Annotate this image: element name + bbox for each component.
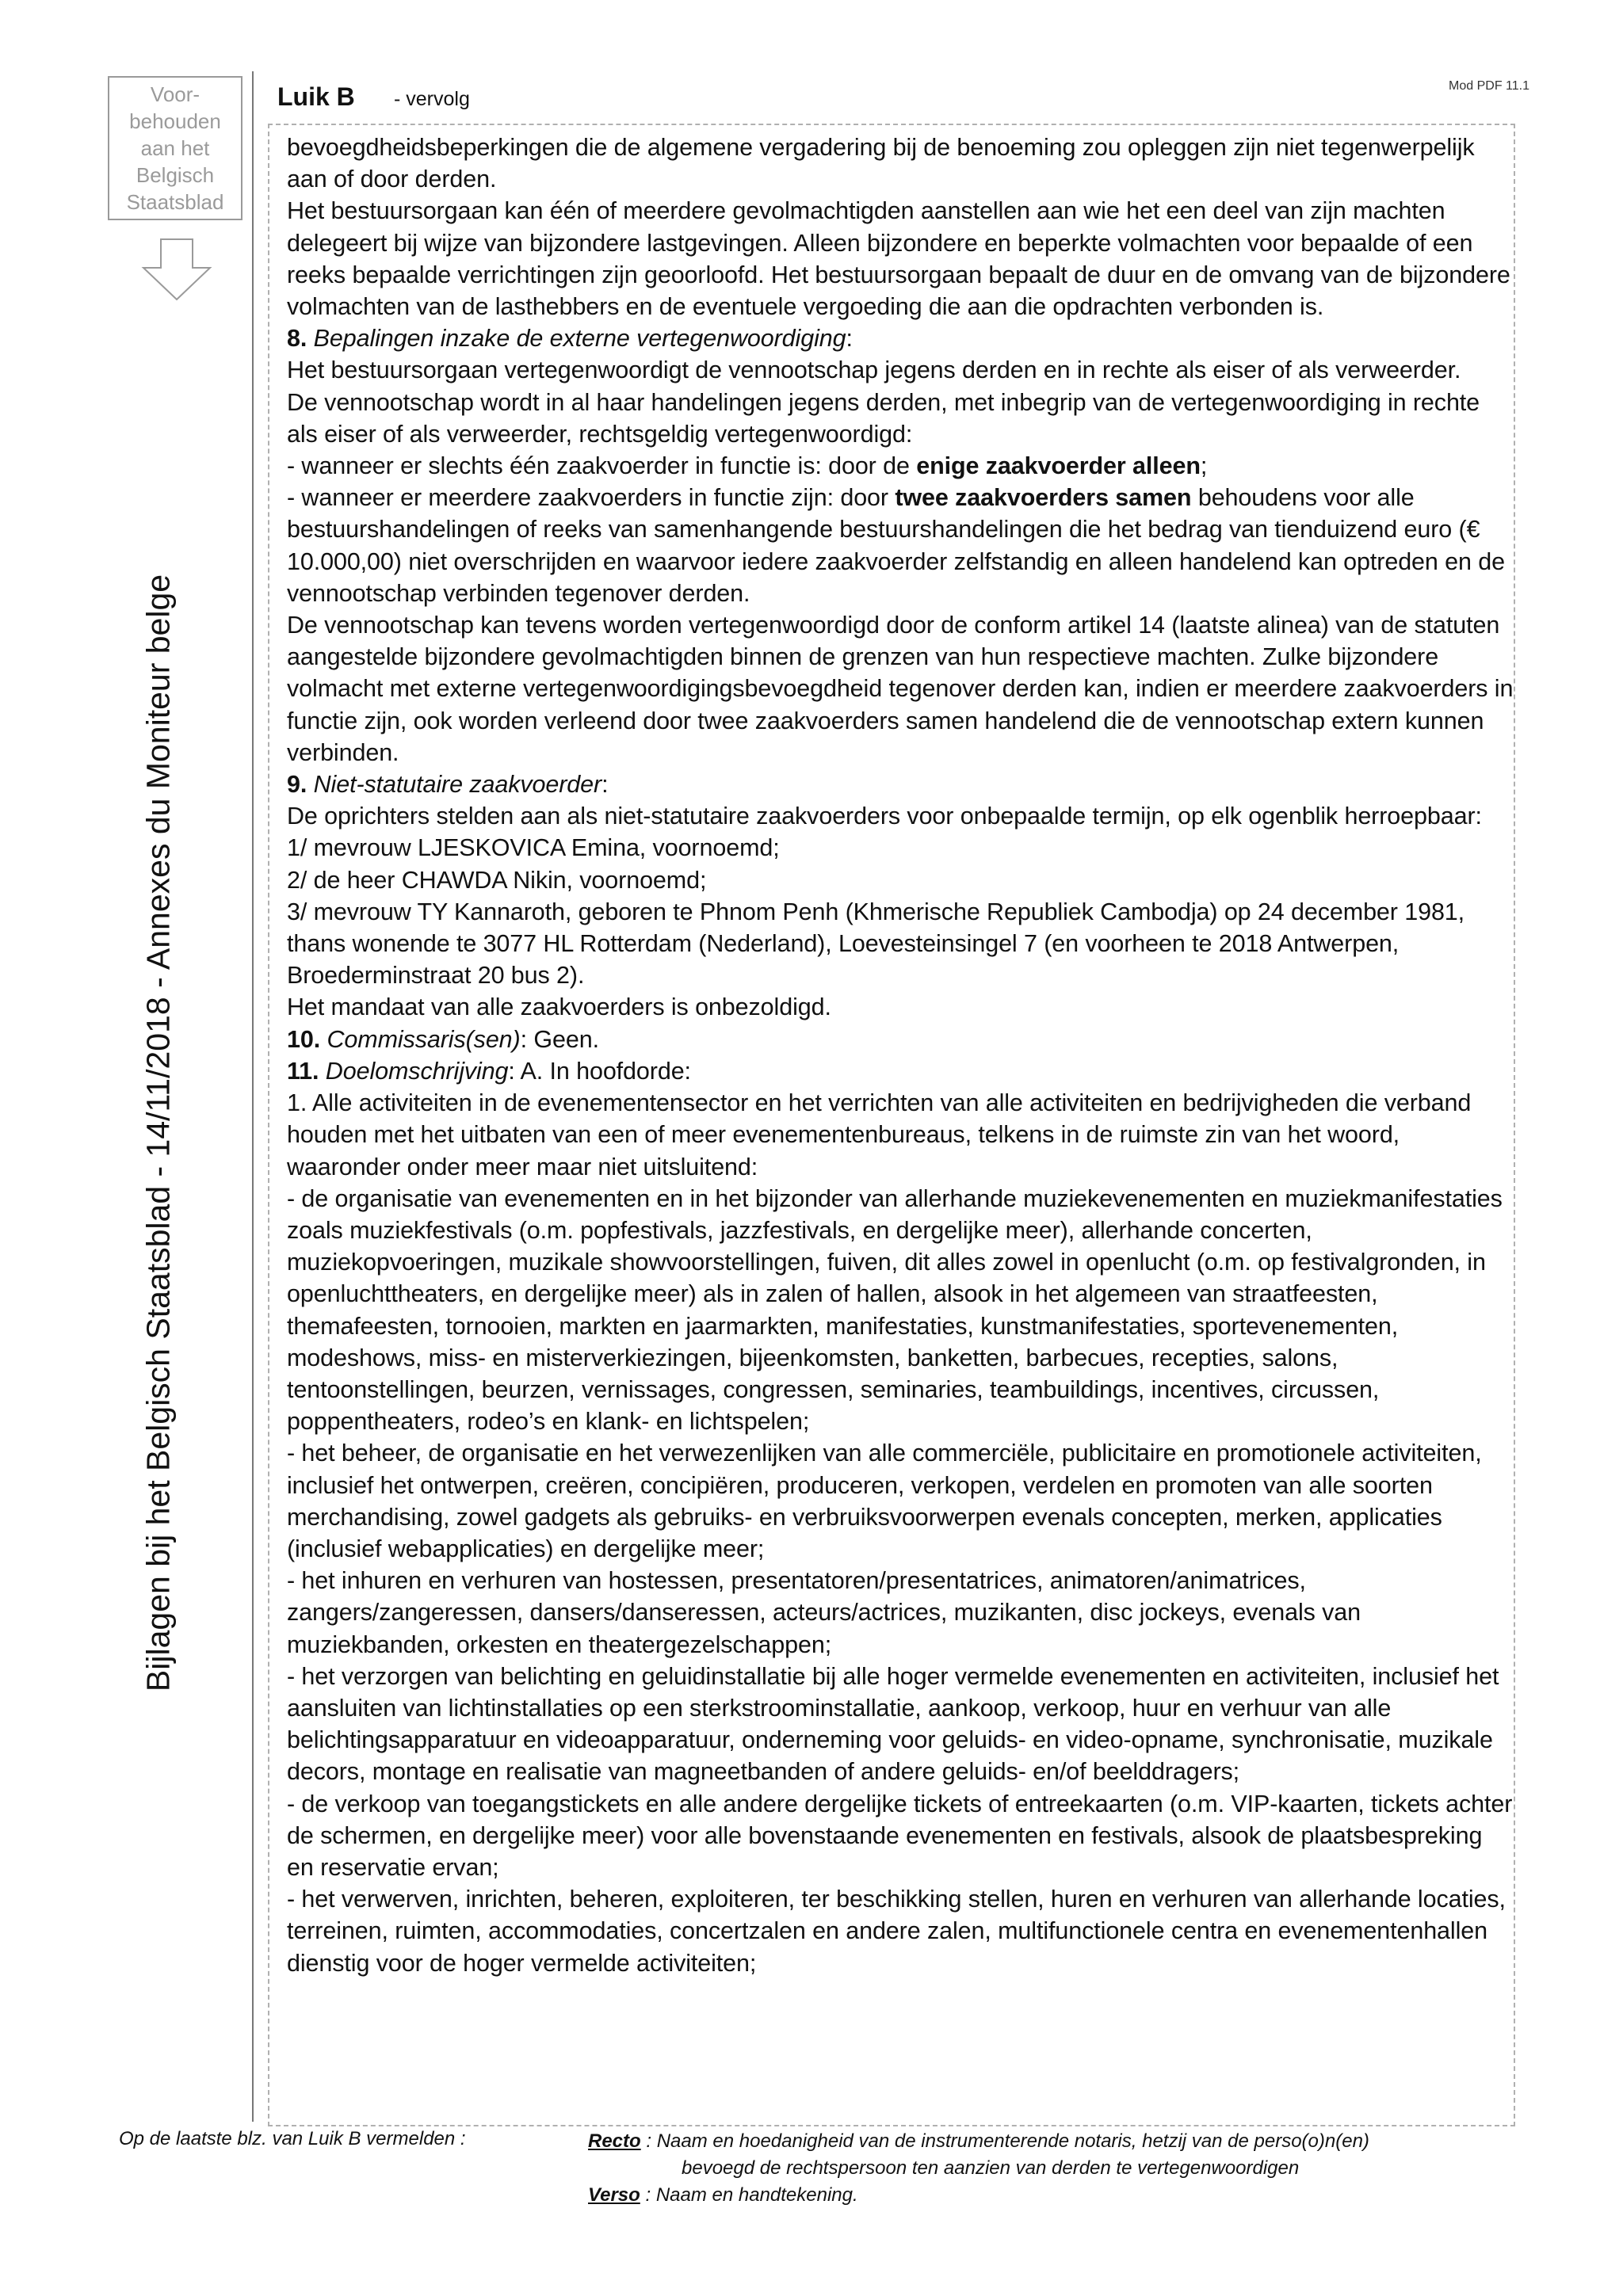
text-run: : A. In hoofdorde:: [508, 1057, 691, 1085]
paragraph: De vennootschap wordt in al haar handelingen jegens derden, met inbegrip van de vertegenwoordiging in rechte als eiser of als verweerder, rechtsgeldig vertegenwoordigd:: [287, 388, 1480, 448]
recto-text: : Naam en hoedanigheid van de instrumenterende notaris, hetzij van de perso(o)n(en): [640, 2130, 1369, 2152]
list-item: [287, 482, 1514, 609]
text-run: ;: [1200, 452, 1208, 480]
reserved-line: Voor-: [150, 82, 200, 106]
section-heading-title: Doelomschrijving: [325, 1057, 509, 1085]
bold-text: twee zaakvoerders samen: [895, 484, 1192, 512]
verso-line: [588, 2182, 1369, 2209]
text-run: : Geen.: [520, 1025, 599, 1053]
recto-keyword: Recto: [588, 2130, 641, 2152]
body-text: [287, 132, 1514, 1979]
paragraph: Het bestuursorgaan vertegenwoordigt de vennootschap jegens derden en in rechte als eiser of als verweerder.: [287, 357, 1461, 384]
list-item: - het verzorgen van belichting en geluidinstallatie bij alle hoger vermelde evenementen en activiteiten, inclusief het aansluiten van lichtinstallaties op een sterkstroominstallatie, aankoop, verkoop, huur en verhuur van alle belichtingsapparatuur en videoapparatuur, onderneming voor geluids- en video-opname, synchronisatie, muzikale decors, montage en realisatie van magneetbanden of andere geluids- en/of beelddragers;: [287, 1662, 1499, 1786]
vertical-label: Bijlagen bij het Belgisch Staatsblad - 14/11/2018 - Annexes du Moniteur belge: [139, 574, 177, 1692]
paragraph: Het mandaat van alle zaakvoerders is onbezoldigd.: [287, 994, 831, 1021]
text-run: - wanneer er slechts één zaakvoerder in functie is: door de: [287, 452, 917, 480]
list-item: [287, 450, 1514, 482]
section-number: 9.: [287, 771, 307, 799]
section-number: 10.: [287, 1025, 321, 1053]
section-heading-11: [287, 1055, 1514, 1087]
down-arrow-icon: [141, 238, 212, 301]
list-item: 1/ mevrouw LJESKOVICA Emina, voornoemd;: [287, 834, 780, 862]
list-item: - de verkoop van toegangstickets en alle andere dergelijke tickets of entreekaarten (o.m. VIP-kaarten, tickets achter de schermen, en dergelijke meer) voor alle bovenstaande evenementen en festivals, alsook de plaatsbespreking en reservatie ervan;: [287, 1790, 1513, 1881]
text-run: behoudens voor alle bestuurshandelingen of reeks van samenhangende bestuurshandelingen die het bedrag van tienduizend euro (€ 10.000,00) niet overschrijden en waarvoor iedere zaakvoerder zelfstandig en alleen handelend kan optreden en de vennootschap verbinden tegenover derden.: [287, 484, 1505, 607]
list-item: - het inhuren en verhuren van hostessen, presentatoren/presentatrices, animatoren/animatrices, zangers/zangeressen, dansers/danseressen, acteurs/actrices, muzikanten, disc jockeys, evenals van muziekbanden, orkesten en theatergezelschappen;: [287, 1567, 1361, 1658]
footer-notes: [588, 2128, 1369, 2209]
reserved-line: behouden: [129, 109, 221, 133]
section-heading-title: Bepalingen inzake de externe vertegenwoordiging: [313, 325, 846, 353]
bold-text: enige zaakvoerder alleen: [916, 452, 1201, 480]
section-heading-8: [287, 322, 1514, 354]
section-subtitle: - vervolg: [394, 88, 470, 110]
reserved-box: [108, 76, 242, 220]
reserved-line: Belgisch: [136, 163, 215, 187]
recto-text-continued: bevoegd de rechtspersoon ten aanzien van derden te vertegenwoordigen: [682, 2157, 1300, 2179]
section-heading-10: [287, 1024, 1514, 1055]
section-heading-title: Niet-statutaire zaakvoerder: [313, 771, 602, 799]
separator-line: [252, 71, 254, 2122]
reserved-line: Staatsblad: [126, 190, 224, 214]
section-heading-9: [287, 769, 1514, 800]
section-number: 11.: [287, 1057, 319, 1085]
paragraph: bevoegdheidsbeperkingen die de algemene vergadering bij de benoeming zou opleggen zijn niet tegenwerpelijk aan of door derden.: [287, 134, 1475, 193]
verso-text: : Naam en handtekening.: [640, 2184, 858, 2206]
section-number: 8.: [287, 325, 307, 353]
form-version-label: Mod PDF 11.1: [1449, 79, 1529, 93]
heading-colon: :: [601, 771, 609, 799]
list-item: 2/ de heer CHAWDA Nikin, voornoemd;: [287, 866, 707, 894]
paragraph: Het bestuursorgaan kan één of meerdere gevolmachtigden aanstellen aan wie het een deel van zijn machten delegeert bij wijze van bijzondere lastgevingen. Alleen bijzondere en beperkte volmachten voor bepaalde of een reeks bepaalde verrichtingen zijn geoorloofd. Het bestuursorgaan bepaalt de duur en de omvang van de bijzondere volmachten van de lasthebbers en de eventuele vergoeding die aan die opdrachten verbonden is.: [287, 197, 1510, 321]
paragraph: De oprichters stelden aan als niet-statutaire zaakvoerders voor onbepaalde termijn, op elk ogenblik herroepbaar:: [287, 803, 1482, 830]
text-run: - wanneer er meerdere zaakvoerders in functie zijn: door: [287, 484, 896, 512]
section-heading-title: Commissaris(sen): [327, 1025, 521, 1053]
heading-colon: :: [846, 325, 853, 353]
list-item: - de organisatie van evenementen en in het bijzonder van allerhande muziekevenementen en muziekmanifestaties zoals muziekfestivals (o.m. popfestivals, jazzfestivals, en dergelijke meer), allerhande concerten, muziekopvoeringen, muzikale showvoorstellingen, fuiven, dit alles zowel in openlucht (o.m. op festivalgronden, in openluchttheaters, en dergelijke meer) als in zalen of hallen, alsook in het algemeen van straatfeesten, themafeesten, tornooien, markten en jaarmarkten, manifestaties, kunstmanifestaties, sportevenementen, modeshows, miss- en misterverkiezingen, bijeenkomsten, banketten, barbecues, recepties, salons, tentoonstellingen, beurzen, vernissages, congressen, seminaries, teambuildings, incentives, circussen, poppentheaters, rodeo’s en klank- en lichtspelen;: [287, 1184, 1503, 1436]
list-item: - het beheer, de organisatie en het verwezenlijken van alle commerciële, publicitaire en promotionele activiteiten, inclusief het ontwerpen, creëren, concipiëren, produceren, verkopen, verdelen en promoten van alle soorten merchandising, zowel gadgets als gebruiks- en verbruiksvoorwerpen evenals concepten, merken, applicaties (inclusief webapplicaties) en dergelijke meer;: [287, 1440, 1482, 1562]
paragraph: De vennootschap kan tevens worden vertegenwoordigd door de conform artikel 14 (laatste alinea) van de statuten aangestelde bijzondere gevolmachtigden binnen de grenzen van hun respectieve machten. Zulke bijzondere volmacht met externe vertegenwoordigingsbevoegdheid tegenover derden kan, indien er meerdere zaakvoerders in functie zijn, ook worden verleend door twee zaakvoerders samen handelend die de vennootschap extern kunnen verbinden.: [287, 612, 1514, 766]
recto-line: [588, 2128, 1369, 2155]
list-item: 3/ mevrouw TY Kannaroth, geboren te Phnom Penh (Khmerische Republiek Cambodja) op 24 december 1981, thans wonende te 3077 HL Rotterdam (Nederland), Loevesteinsingel 7 (en voorheen te 2018 Antwerpen, Broederminstraat 20 bus 2).: [287, 898, 1465, 990]
paragraph: 1. Alle activiteiten in de evenementensector en het verrichten van alle activiteiten en bedrijvigheden die verband houden met het uitbaten van een of meer evenementenbureaus, telkens in de ruimste zin van het woord, waaronder onder meer maar niet uitsluitend:: [287, 1089, 1472, 1180]
verso-keyword: Verso: [588, 2184, 640, 2206]
list-item: - het verwerven, inrichten, beheren, exploiteren, ter beschikking stellen, huren en verhuren van allerhande locaties, terreinen, ruimten, accommodaties, concertzalen en andere zalen, multifunctionele centra en evenementenhallen dienstig voor de hoger vermelde activiteiten;: [287, 1886, 1506, 1977]
section-title: Luik B: [277, 82, 355, 111]
footer-instruction: Op de laatste blz. van Luik B vermelden :: [119, 2128, 466, 2149]
reserved-line: aan het: [140, 136, 210, 160]
